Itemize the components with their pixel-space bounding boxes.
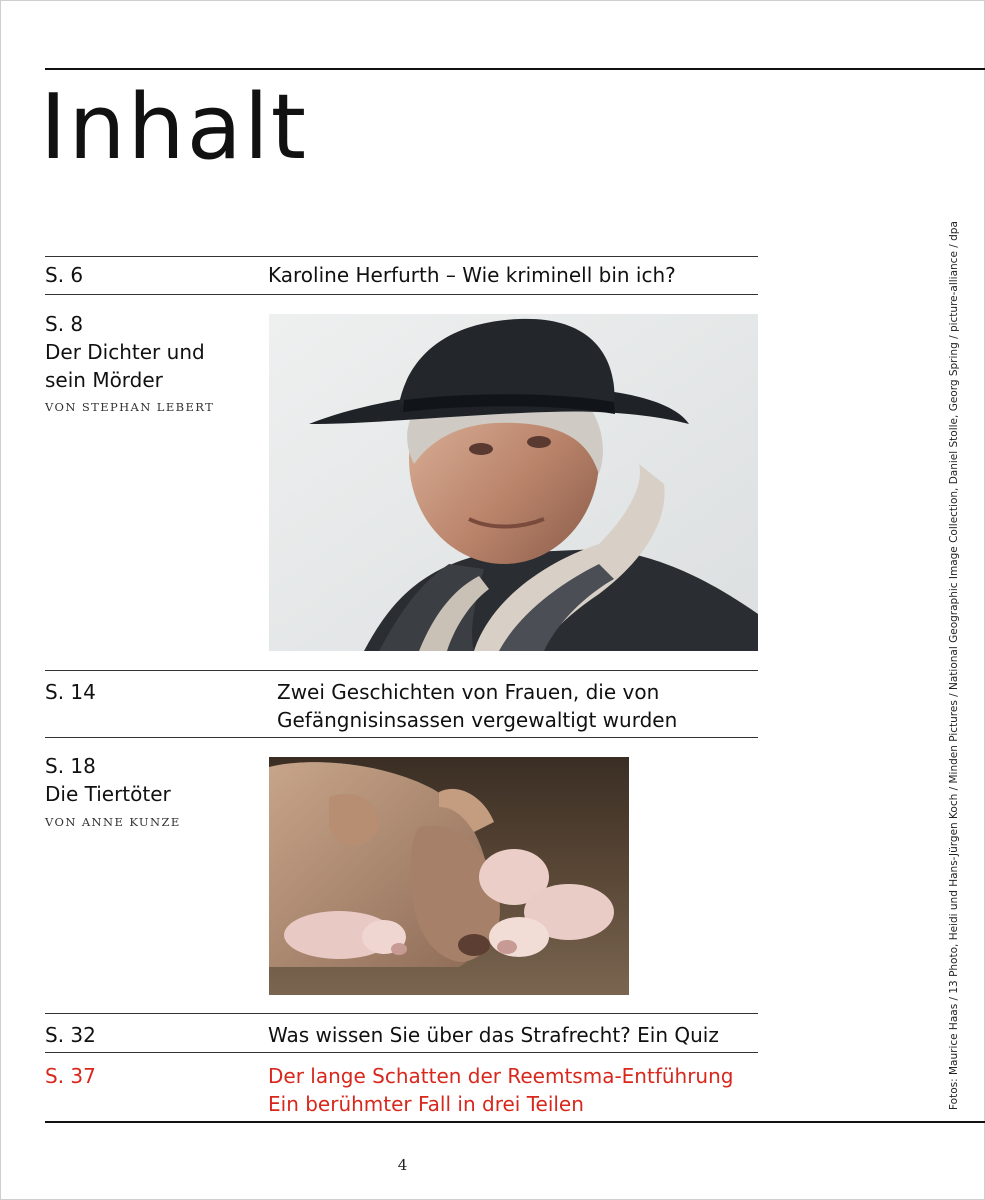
- entry-headline[interactable]: Gefängnisinsassen vergewaltigt wurden: [277, 708, 678, 732]
- pigs-photo: [269, 757, 629, 995]
- entry-page-number[interactable]: S. 6: [45, 263, 84, 287]
- divider: [45, 670, 758, 671]
- entry-page-number[interactable]: S. 32: [45, 1023, 96, 1047]
- entry-headline[interactable]: Was wissen Sie über das Strafrecht? Ein Quiz: [268, 1023, 719, 1047]
- bottom-rule: [45, 1121, 985, 1123]
- entry-headline-highlighted[interactable]: Der lange Schatten der Reemtsma-Entführung: [268, 1064, 734, 1088]
- entry-byline: VON STEPHAN LEBERT: [45, 400, 215, 414]
- top-rule: [45, 68, 985, 70]
- page-number: 4: [397, 1156, 408, 1174]
- divider: [45, 256, 758, 257]
- entry-page-number[interactable]: S. 18: [45, 754, 96, 778]
- divider: [45, 294, 758, 295]
- entry-headline[interactable]: Die Tiertöter: [45, 782, 171, 806]
- entry-headline[interactable]: Der Dichter und: [45, 340, 205, 364]
- entry-subheadline-highlighted[interactable]: Ein berühmter Fall in drei Teilen: [268, 1092, 584, 1116]
- portrait-photo: [269, 314, 758, 651]
- entry-headline[interactable]: sein Mörder: [45, 368, 163, 392]
- entry-page-number[interactable]: S. 14: [45, 680, 96, 704]
- entry-page-number[interactable]: S. 8: [45, 312, 84, 336]
- entry-page-number-highlighted[interactable]: S. 37: [45, 1064, 96, 1088]
- entry-headline[interactable]: Karoline Herfurth – Wie kriminell bin ich?: [268, 263, 676, 287]
- photo-credits: Fotos: Maurice Haas / 13 Photo, Heidi und Hans-Jürgen Koch / Minden Pictures / National Geographic Image Collection, Daniel Stolle, Georg Spring / picture-alliance / dpa: [948, 221, 960, 1110]
- page-title: Inhalt: [40, 75, 309, 180]
- divider: [45, 1052, 758, 1053]
- entry-byline: VON ANNE KUNZE: [45, 815, 181, 829]
- divider: [45, 737, 758, 738]
- divider: [45, 1013, 758, 1014]
- entry-headline[interactable]: Zwei Geschichten von Frauen, die von: [277, 680, 660, 704]
